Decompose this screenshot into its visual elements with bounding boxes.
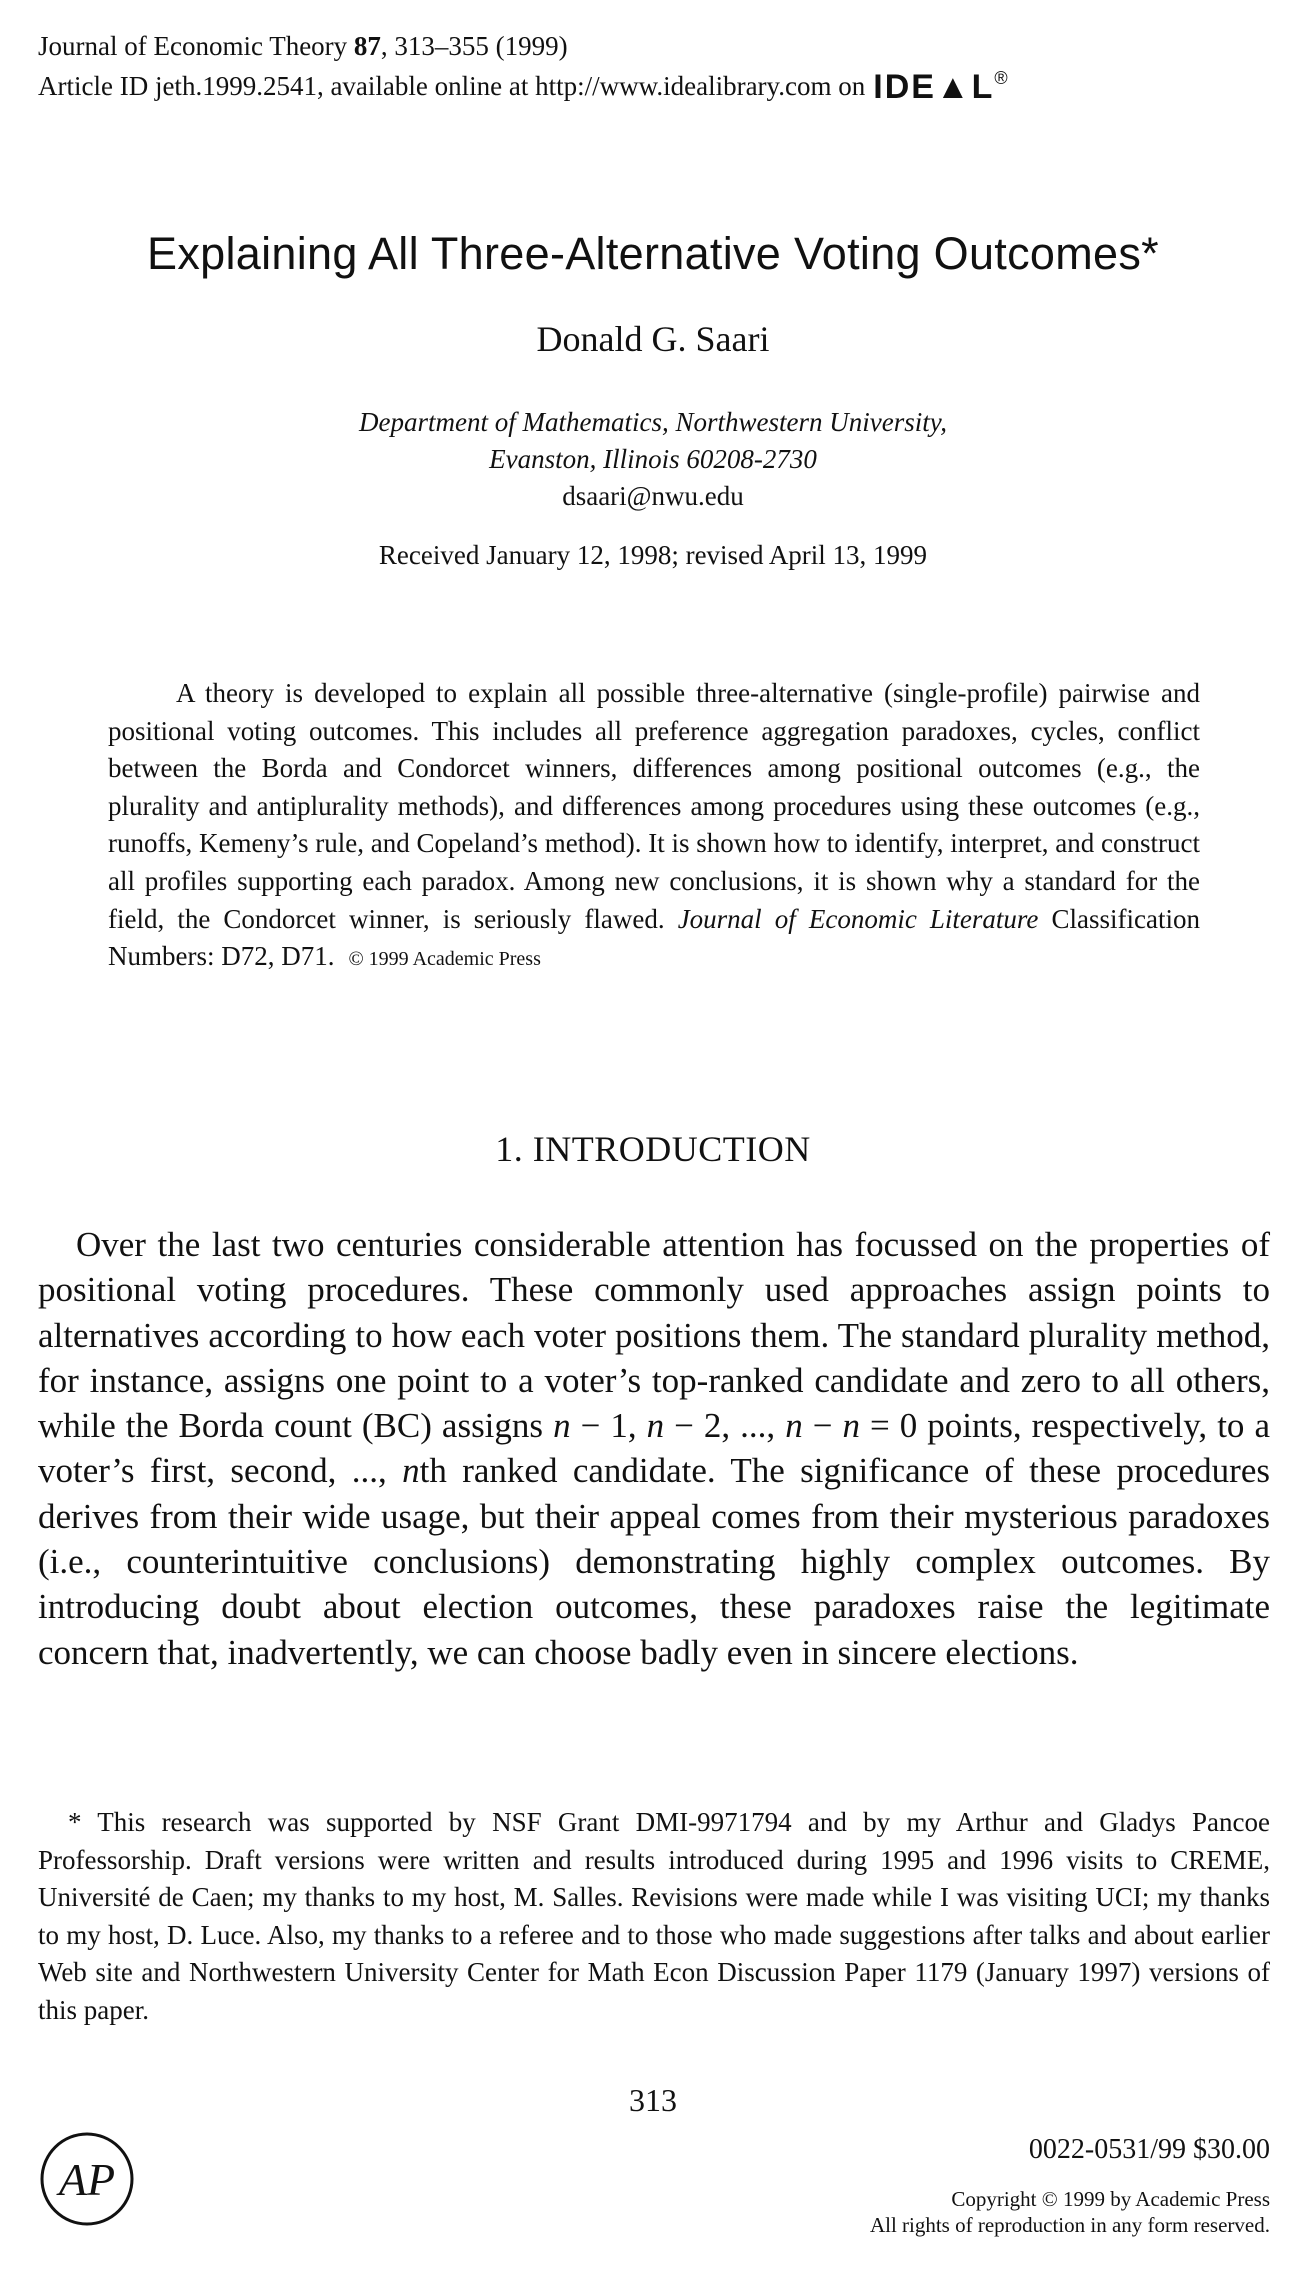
body-paragraph: Over the last two centuries considerable attention has focussed on the properties of positional voting procedures. These commonly used approaches assign points to alternatives according to how each voter positions them. The standard plurality method, for instance, assigns one point to a voter’s top-ranked candidate and zero to all others, while the Borda count (BC) assigns n − 1, n − 2, ..., n − n = 0 points, respectively, to a voter’s first, second, ..., nth ranked candidate. The significance of these procedures derives from their wide usage, but their appeal comes from their mysterious paradoxes (i.e., counterintuitive conclusions) demonstrating highly complex outcomes. By introducing doubt about election outcomes, these paradoxes raise the legitimate concern that, inadvertently, we can choose badly even in sincere elections. [38,1225,1270,1672]
copyright-line: Copyright © 1999 by Academic Press [951,2187,1270,2211]
publisher-logo-icon [38,2130,136,2228]
article-price: 0022-0531/99 $30.00 [1028,2134,1270,2165]
affiliation-department: Department of Mathematics, Northwestern University, [359,407,947,437]
copyright-notice [870,2186,1270,2238]
abstract [108,675,1200,979]
affiliation-address: Evanston, Illinois 60208-2730 [489,444,817,474]
author-name: Donald G. Saari [536,319,770,359]
jel-journal: Journal of Economic Literature [677,903,1039,934]
journal-citation: Journal of Economic Theory 87, 313–355 (1999) [38,31,568,61]
author-email: dsaari@nwu.edu [562,481,744,511]
ideal-logo: IDE▲L® [873,68,1008,106]
received-dates: Received January 12, 1998; revised April 13, 1999 [378,540,928,570]
author-affiliation [0,404,1306,515]
paper-title: Explaining All Three-Alternative Voting Outcomes* [147,228,1159,279]
abstract-copyright: © 1999 Academic Press [348,948,541,971]
jel-classification: Classification Numbers: D72, D71. [108,903,1200,972]
article-id-line: Article ID jeth.1999.2541, available online at http://www.idealibrary.com on IDE▲L® [38,62,1008,103]
page-number: 313 [629,2082,677,2118]
journal-header [38,30,1008,106]
publisher-logo-text: AP [58,2154,116,2205]
footnote: * This research was supported by NSF Grant DMI-9971794 and by my Arthur and Gladys Pancoe Professorship. Draft versions were written and results introduced during 1995 and 1996 visits to CREME, Université de Caen; my thanks to my host, M. Salles. Revisions were made while I was visiting UCI; my thanks to my host, D. Luce. Also, my thanks to a referee and to those who made suggestions after talks and about earlier Web site and Northwestern University Center for Math Econ Discussion Paper 1179 (January 1997) versions of this paper. [38,1807,1270,2025]
abstract-text: A theory is developed to explain all possible three-alternative (single-profile) pairwise and positional voting outcomes. This includes all preference aggregation paradoxes, cycles, conflict between the Borda and Condorcet winners, differences among positional outcomes (e.g., the plurality and antiplurality methods), and differences among procedures using these outcomes (e.g., runoffs, Kemeny’s rule, and Copeland’s method). It is shown how to identify, interpret, and construct all profiles supporting each paradox. Among new conclusions, it is shown why a standard for the field, the Condorcet winner, is seriously flawed. [108,678,1200,934]
rights-line: All rights of reproduction in any form reserved. [869,2213,1270,2237]
journal-volume: 87 [353,31,381,61]
section-heading: 1. INTRODUCTION [495,1129,811,1169]
